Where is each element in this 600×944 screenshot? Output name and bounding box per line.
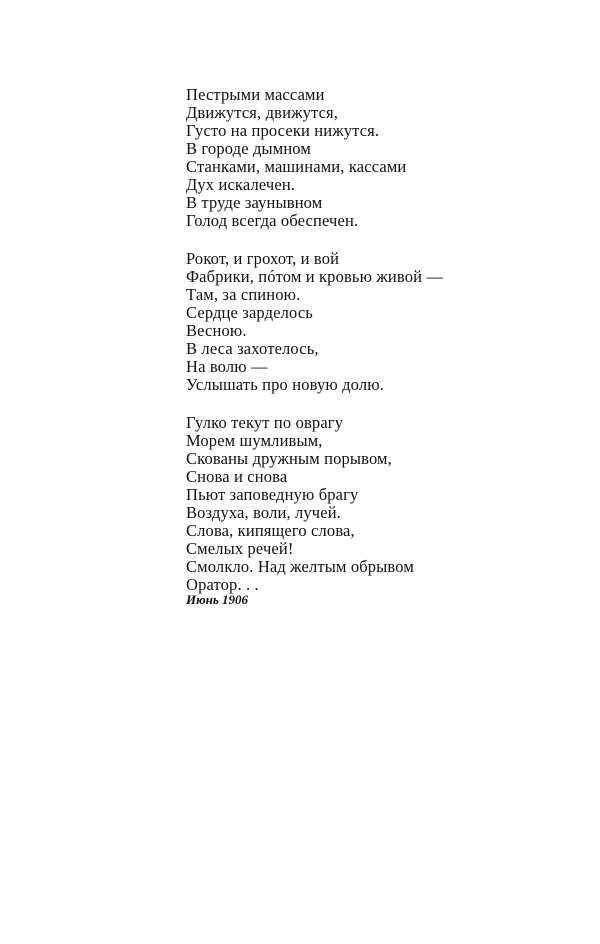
poem-line: Скованы дружным порывом, bbox=[186, 449, 392, 468]
poem-body bbox=[186, 86, 486, 614]
poem-line: Слова, кипящего слова, bbox=[186, 521, 355, 540]
poem-line: В труде заунывном bbox=[186, 193, 323, 212]
poem-line: Смолкло. Над желтым обрывом bbox=[186, 557, 414, 576]
poem-line: На волю — bbox=[186, 357, 268, 376]
poem-line: Воздуха, воли, лучей. bbox=[186, 503, 341, 522]
poem-line: Услышать про новую долю. bbox=[186, 375, 384, 394]
poem-line: Сердце зарделось bbox=[186, 303, 313, 322]
poem-line: Оратор. . . bbox=[186, 575, 259, 594]
poem-line: Весною. bbox=[186, 321, 247, 340]
poem-line: В городе дымном bbox=[186, 139, 311, 158]
poem-line: Рокот, и грохот, и вой bbox=[186, 249, 340, 268]
poem-line: Дух искалечен. bbox=[186, 175, 296, 194]
poem-line: Снова и снова bbox=[186, 467, 288, 486]
poem-line: Густо на просеки нижутся. bbox=[186, 121, 380, 140]
stanza-1 bbox=[186, 86, 486, 230]
poem-line: Голод всегда обеспечен. bbox=[186, 211, 359, 230]
poem-line: В леса захотелось, bbox=[186, 339, 319, 358]
poem-line: Морем шумливым, bbox=[186, 431, 323, 450]
poem-line: Пьют заповедную брагу bbox=[186, 485, 359, 504]
poem-line: Движутся, движутся, bbox=[186, 103, 339, 122]
poem-line: Гулко текут по оврагу bbox=[186, 413, 344, 432]
poem-line: Фабрики, пóтом и кровью живой — bbox=[186, 267, 444, 286]
poem-line: Там, за спиною. bbox=[186, 285, 301, 304]
poem-line: Смелых речей! bbox=[186, 539, 294, 558]
stanza-2 bbox=[186, 250, 486, 394]
poem-line: Станками, машинами, кассами bbox=[186, 157, 407, 176]
poem-line: Пестрыми массами bbox=[186, 85, 325, 104]
stanza-3 bbox=[186, 414, 486, 594]
poem-date: Июнь 1906 bbox=[186, 592, 249, 607]
